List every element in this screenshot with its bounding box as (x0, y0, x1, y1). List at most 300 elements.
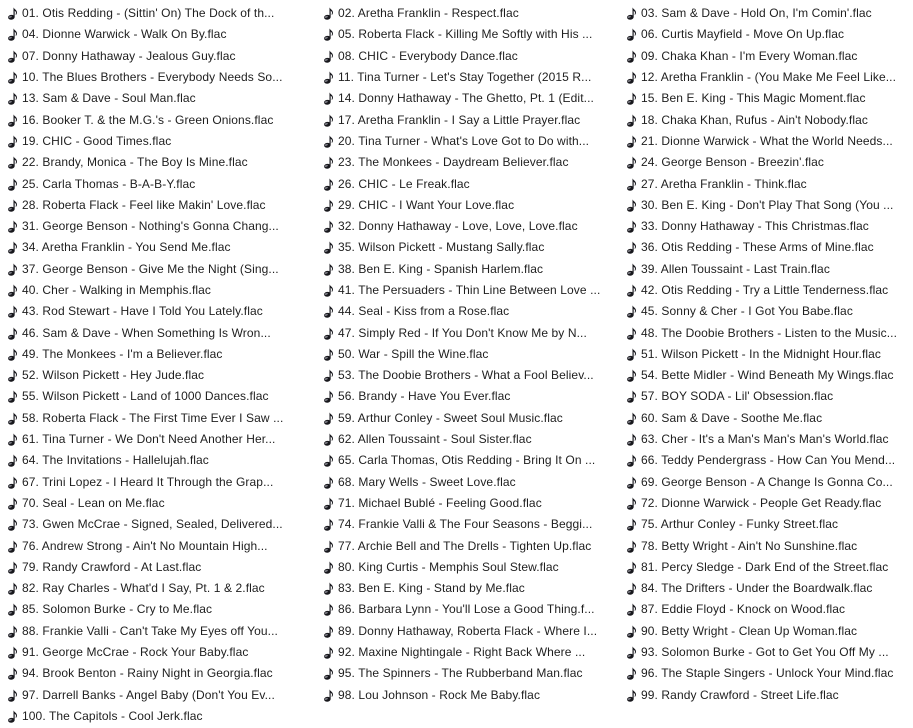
file-name: 83. Ben E. King - Stand by Me.flac (338, 581, 525, 596)
music-note-icon (4, 196, 20, 214)
music-note-icon (320, 260, 336, 278)
file-name: 36. Otis Redding - These Arms of Mine.flac (641, 240, 874, 255)
file-item[interactable] (320, 365, 623, 386)
music-note-icon (4, 260, 20, 278)
file-item[interactable] (4, 685, 320, 706)
file-item[interactable] (320, 578, 623, 599)
music-note-icon (4, 601, 20, 619)
file-name: 51. Wilson Pickett - In the Midnight Hour.flac (641, 346, 882, 361)
file-item[interactable] (4, 280, 320, 301)
file-name: 03. Sam & Dave - Hold On, I'm Comin'.flac (641, 6, 872, 21)
music-note-icon (4, 622, 20, 640)
file-item[interactable] (320, 408, 623, 429)
file-name: 24. George Benson - Breezin'.flac (641, 155, 825, 170)
file-item[interactable] (623, 408, 913, 429)
file-name: 74. Frankie Valli & The Four Seasons - Beggi... (338, 517, 593, 532)
file-item[interactable] (320, 322, 623, 343)
file-item[interactable] (623, 514, 913, 535)
file-name: 78. Betty Wright - Ain't No Sunshine.flac (641, 538, 858, 553)
music-note-icon (320, 622, 336, 640)
file-item[interactable] (4, 429, 320, 450)
file-item[interactable] (623, 322, 913, 343)
file-name: 76. Andrew Strong - Ain't No Mountain High... (22, 538, 268, 553)
file-item[interactable] (4, 67, 320, 88)
file-name: 40. Cher - Walking in Memphis.flac (22, 283, 212, 297)
file-name: 01. Otis Redding - (Sittin' On) The Dock of th... (22, 6, 275, 21)
music-note-icon (4, 69, 20, 87)
music-note-icon (623, 367, 639, 385)
file-name: 14. Donny Hathaway - The Ghetto, Pt. 1 (Edit... (338, 91, 594, 106)
file-item[interactable] (623, 344, 913, 365)
music-note-icon (623, 644, 639, 662)
file-item[interactable] (4, 365, 320, 386)
music-note-icon (320, 26, 336, 44)
music-note-icon (320, 303, 336, 321)
file-name: 18. Chaka Khan, Rufus - Ain't Nobody.flac (641, 112, 868, 127)
file-item[interactable] (4, 109, 320, 130)
music-note-icon (4, 26, 20, 44)
file-name: 91. George McCrae - Rock Your Baby.flac (22, 645, 249, 660)
file-name: 69. George Benson - A Change Is Gonna Co... (641, 474, 893, 489)
file-name: 11. Tina Turner - Let's Stay Together (2015 R... (338, 70, 592, 85)
file-name: 94. Brook Benton - Rainy Night in Georgia.flac (22, 666, 273, 681)
file-name: 47. Simply Red - If You Don't Know Me by N... (338, 325, 587, 340)
file-item[interactable] (4, 408, 320, 429)
file-name: 07. Donny Hathaway - Jealous Guy.flac (22, 48, 236, 63)
file-item[interactable] (320, 301, 623, 322)
music-note-icon (4, 431, 20, 449)
file-item[interactable] (4, 599, 320, 620)
file-name: 62. Allen Toussaint - Soul Sister.flac (338, 432, 532, 447)
file-name: 48. The Doobie Brothers - Listen to the Music... (641, 325, 898, 340)
file-item[interactable] (320, 621, 623, 642)
file-name: 29. CHIC - I Want Your Love.flac (338, 197, 515, 212)
music-note-icon (4, 5, 20, 23)
file-item[interactable] (320, 514, 623, 535)
file-item[interactable] (4, 237, 320, 258)
file-item[interactable] (320, 685, 623, 706)
music-note-icon (623, 196, 639, 214)
file-name: 72. Dionne Warwick - People Get Ready.flac (641, 495, 882, 510)
file-item[interactable] (4, 450, 320, 471)
music-note-icon (4, 580, 20, 598)
music-note-icon (623, 90, 639, 108)
file-name: 45. Sonny & Cher - I Got You Babe.flac (641, 304, 853, 319)
file-name: 68. Mary Wells - Sweet Love.flac (338, 474, 516, 489)
file-item[interactable] (623, 46, 913, 67)
music-note-icon (4, 90, 20, 108)
file-name: 25. Carla Thomas - B-A-B-Y.flac (22, 176, 196, 191)
music-note-icon (320, 409, 336, 427)
file-name: 26. CHIC - Le Freak.flac (338, 176, 470, 191)
file-item[interactable] (320, 259, 623, 280)
file-item[interactable] (4, 195, 320, 216)
file-item[interactable] (623, 237, 913, 258)
file-name: 35. Wilson Pickett - Mustang Sally.flac (338, 240, 545, 255)
music-note-icon (623, 516, 639, 534)
file-name: 70. Seal - Lean on Me.flac (22, 495, 165, 510)
file-item[interactable] (320, 493, 623, 514)
music-note-icon (623, 5, 639, 23)
file-item[interactable] (320, 472, 623, 493)
file-item[interactable] (4, 621, 320, 642)
music-note-icon (4, 473, 20, 491)
music-note-icon (623, 218, 639, 236)
file-name: 95. The Spinners - The Rubberband Man.flac (338, 666, 583, 681)
music-note-icon (320, 473, 336, 491)
file-name: 82. Ray Charles - What'd I Say, Pt. 1 & 2.flac (22, 581, 265, 596)
file-item[interactable] (320, 386, 623, 407)
file-item[interactable] (4, 216, 320, 237)
music-note-icon (623, 69, 639, 87)
music-note-icon (320, 644, 336, 662)
music-note-icon (4, 707, 20, 725)
file-item[interactable] (623, 3, 913, 24)
file-name: 06. Curtis Mayfield - Move On Up.flac (641, 27, 845, 42)
music-note-icon (623, 282, 639, 300)
music-note-icon (320, 516, 336, 534)
file-item[interactable] (320, 599, 623, 620)
file-item[interactable] (623, 557, 913, 578)
music-note-icon (320, 431, 336, 449)
music-note-icon (623, 665, 639, 683)
file-item[interactable] (4, 663, 320, 684)
music-note-icon (623, 260, 639, 278)
file-item[interactable] (623, 685, 913, 706)
file-item[interactable] (4, 706, 320, 727)
file-item[interactable] (4, 493, 320, 514)
file-name: 89. Donny Hathaway, Roberta Flack - Where I... (338, 623, 598, 638)
file-name: 98. Lou Johnson - Rock Me Baby.flac (338, 687, 541, 702)
file-name: 66. Teddy Pendergrass - How Can You Mend... (641, 453, 896, 468)
file-item[interactable] (623, 301, 913, 322)
file-name: 10. The Blues Brothers - Everybody Needs So... (22, 70, 283, 85)
music-note-icon (4, 218, 20, 236)
music-note-icon (4, 452, 20, 470)
file-item[interactable] (4, 535, 320, 556)
music-note-icon (623, 686, 639, 704)
file-name: 57. BOY SODA - Lil' Obsession.flac (641, 389, 834, 404)
file-item[interactable] (320, 152, 623, 173)
file-item[interactable] (320, 450, 623, 471)
file-name: 20. Tina Turner - What's Love Got to Do with... (338, 133, 590, 148)
music-note-icon (4, 409, 20, 427)
file-name: 54. Bette Midler - Wind Beneath My Wings.flac (641, 368, 894, 383)
file-name: 73. Gwen McCrae - Signed, Sealed, Delivered... (22, 517, 283, 532)
file-item[interactable] (320, 663, 623, 684)
file-name: 65. Carla Thomas, Otis Redding - Bring It On ... (338, 453, 596, 468)
file-name: 43. Rod Stewart - Have I Told You Lately.flac (22, 304, 263, 319)
music-note-icon (4, 345, 20, 363)
music-note-icon (320, 132, 336, 150)
file-item[interactable] (4, 24, 320, 45)
file-item[interactable] (623, 109, 913, 130)
file-item[interactable] (623, 280, 913, 301)
file-name: 27. Aretha Franklin - Think.flac (641, 176, 807, 191)
music-note-icon (623, 154, 639, 172)
file-name: 100. The Capitols - Cool Jerk.flac (22, 708, 203, 723)
music-note-icon (623, 409, 639, 427)
file-item[interactable] (4, 514, 320, 535)
file-item[interactable] (4, 259, 320, 280)
music-note-icon (320, 90, 336, 108)
file-name: 52. Wilson Pickett - Hey Jude.flac (22, 368, 205, 383)
file-name: 28. Roberta Flack - Feel like Makin' Love.flac (22, 197, 266, 212)
music-note-icon (320, 601, 336, 619)
file-item[interactable] (4, 578, 320, 599)
file-name: 97. Darrell Banks - Angel Baby (Don't You Ev... (22, 687, 275, 702)
file-item[interactable] (320, 109, 623, 130)
music-note-icon (623, 26, 639, 44)
file-name: 08. CHIC - Everybody Dance.flac (338, 48, 518, 63)
music-note-icon (623, 388, 639, 406)
music-note-icon (320, 5, 336, 23)
music-note-icon (320, 324, 336, 342)
music-note-icon (623, 494, 639, 512)
file-name: 22. Brandy, Monica - The Boy Is Mine.flac (22, 155, 248, 170)
file-name: 31. George Benson - Nothing's Gonna Chang... (22, 219, 279, 234)
file-item[interactable] (4, 642, 320, 663)
file-item[interactable] (4, 301, 320, 322)
music-note-icon (4, 132, 20, 150)
file-item[interactable] (320, 642, 623, 663)
music-note-icon (320, 558, 336, 576)
file-item[interactable] (320, 280, 623, 301)
file-name: 60. Sam & Dave - Soothe Me.flac (641, 410, 823, 425)
music-note-icon (4, 367, 20, 385)
file-item[interactable] (320, 3, 623, 24)
file-name: 92. Maxine Nightingale - Right Back Where ... (338, 645, 586, 660)
file-item[interactable] (623, 88, 913, 109)
file-item[interactable] (623, 621, 913, 642)
music-note-icon (623, 175, 639, 193)
file-item[interactable] (320, 67, 623, 88)
file-name: 16. Booker T. & the M.G.'s - Green Onions.flac (22, 112, 274, 127)
file-item[interactable] (623, 386, 913, 407)
music-note-icon (4, 239, 20, 257)
music-note-icon (4, 324, 20, 342)
file-name: 09. Chaka Khan - I'm Every Woman.flac (641, 48, 858, 63)
file-name: 44. Seal - Kiss from a Rose.flac (338, 304, 510, 319)
music-note-icon (623, 452, 639, 470)
file-item[interactable] (320, 237, 623, 258)
file-item[interactable] (320, 88, 623, 109)
file-item[interactable] (623, 472, 913, 493)
file-name: 77. Archie Bell and The Drells - Tighten Up.flac (338, 538, 592, 553)
file-item[interactable] (623, 216, 913, 237)
music-note-icon (320, 345, 336, 363)
file-item[interactable] (623, 195, 913, 216)
file-name: 90. Betty Wright - Clean Up Woman.flac (641, 623, 858, 638)
file-item[interactable] (623, 259, 913, 280)
file-item[interactable] (320, 195, 623, 216)
file-name: 63. Cher - It's a Man's Man's Man's World.flac (641, 432, 889, 447)
file-name: 71. Michael Bublé - Feeling Good.flac (338, 495, 542, 510)
file-name: 79. Randy Crawford - At Last.flac (22, 559, 202, 574)
music-note-icon (4, 665, 20, 683)
file-item[interactable] (623, 152, 913, 173)
file-name: 21. Dionne Warwick - What the World Needs... (641, 133, 893, 148)
music-note-icon (320, 367, 336, 385)
file-name: 75. Arthur Conley - Funky Street.flac (641, 517, 839, 532)
music-note-icon (320, 69, 336, 87)
file-name: 37. George Benson - Give Me the Night (Sing... (22, 261, 279, 276)
music-note-icon (320, 452, 336, 470)
file-name: 99. Randy Crawford - Street Life.flac (641, 687, 839, 702)
music-note-icon (4, 388, 20, 406)
music-note-icon (4, 303, 20, 321)
file-item[interactable] (4, 173, 320, 194)
music-note-icon (623, 239, 639, 257)
music-note-icon (623, 431, 639, 449)
music-note-icon (320, 175, 336, 193)
file-name: 85. Solomon Burke - Cry to Me.flac (22, 602, 213, 617)
music-note-icon (4, 516, 20, 534)
file-name: 02. Aretha Franklin - Respect.flac (338, 6, 519, 21)
file-name: 84. The Drifters - Under the Boardwalk.flac (641, 581, 873, 596)
file-name: 56. Brandy - Have You Ever.flac (338, 389, 511, 404)
file-item[interactable] (4, 88, 320, 109)
file-name: 38. Ben E. King - Spanish Harlem.flac (338, 261, 544, 276)
file-name: 39. Allen Toussaint - Last Train.flac (641, 261, 830, 276)
file-name: 58. Roberta Flack - The First Time Ever I Saw ... (22, 410, 284, 425)
file-item[interactable] (623, 535, 913, 556)
file-name: 30. Ben E. King - Don't Play That Song (You ... (641, 197, 894, 212)
file-name: 33. Donny Hathaway - This Christmas.flac (641, 219, 869, 234)
file-item[interactable] (320, 131, 623, 152)
file-name: 41. The Persuaders - Thin Line Between Love ... (338, 283, 601, 297)
music-note-icon (4, 175, 20, 193)
file-item[interactable] (4, 557, 320, 578)
music-note-icon (320, 47, 336, 65)
music-note-icon (623, 345, 639, 363)
file-item[interactable] (320, 46, 623, 67)
file-item[interactable] (623, 173, 913, 194)
music-note-icon (320, 154, 336, 172)
file-name: 17. Aretha Franklin - I Say a Little Prayer.flac (338, 112, 581, 127)
music-note-icon (623, 580, 639, 598)
music-note-icon (4, 686, 20, 704)
music-note-icon (4, 282, 20, 300)
music-note-icon (623, 47, 639, 65)
music-note-icon (320, 537, 336, 555)
file-name: 81. Percy Sledge - Dark End of the Street.flac (641, 559, 889, 574)
music-note-icon (623, 303, 639, 321)
music-note-icon (623, 132, 639, 150)
music-note-icon (320, 665, 336, 683)
file-item[interactable] (320, 24, 623, 45)
music-note-icon (623, 558, 639, 576)
file-name: 88. Frankie Valli - Can't Take My Eyes off You... (22, 623, 278, 638)
file-item[interactable] (623, 493, 913, 514)
music-note-icon (320, 388, 336, 406)
file-item[interactable] (320, 429, 623, 450)
music-note-icon (320, 580, 336, 598)
file-name: 67. Trini Lopez - I Heard It Through the Grap... (22, 474, 274, 489)
file-item[interactable] (623, 429, 913, 450)
music-note-icon (4, 154, 20, 172)
file-name: 86. Barbara Lynn - You'll Lose a Good Thing.f... (338, 602, 595, 617)
file-name: 61. Tina Turner - We Don't Need Another Her... (22, 432, 276, 447)
file-name: 13. Sam & Dave - Soul Man.flac (22, 91, 196, 106)
file-item[interactable] (320, 173, 623, 194)
file-item[interactable] (320, 216, 623, 237)
music-note-icon (320, 196, 336, 214)
file-item[interactable] (320, 535, 623, 556)
file-name: 93. Solomon Burke - Got to Get You Off My ... (641, 645, 889, 660)
file-item[interactable] (4, 344, 320, 365)
file-item[interactable] (4, 131, 320, 152)
file-item[interactable] (4, 386, 320, 407)
music-note-icon (623, 111, 639, 129)
file-name: 34. Aretha Franklin - You Send Me.flac (22, 240, 231, 255)
music-note-icon (623, 473, 639, 491)
file-name: 04. Dionne Warwick - Walk On By.flac (22, 27, 227, 42)
file-item[interactable] (623, 365, 913, 386)
file-name: 05. Roberta Flack - Killing Me Softly with His ... (338, 27, 593, 42)
file-name: 50. War - Spill the Wine.flac (338, 346, 489, 361)
music-note-icon (4, 537, 20, 555)
file-item[interactable] (623, 663, 913, 684)
music-note-icon (623, 622, 639, 640)
file-name: 12. Aretha Franklin - (You Make Me Feel Like... (641, 70, 897, 85)
file-item[interactable] (623, 599, 913, 620)
music-note-icon (320, 282, 336, 300)
file-name: 64. The Invitations - Hallelujah.flac (22, 453, 209, 468)
file-item[interactable] (623, 578, 913, 599)
file-name: 46. Sam & Dave - When Something Is Wron... (22, 325, 271, 340)
file-name: 15. Ben E. King - This Magic Moment.flac (641, 91, 866, 106)
file-name: 59. Arthur Conley - Sweet Soul Music.flac (338, 410, 563, 425)
music-note-icon (320, 686, 336, 704)
file-name: 32. Donny Hathaway - Love, Love, Love.flac (338, 219, 578, 234)
music-note-icon (4, 47, 20, 65)
music-note-icon (4, 644, 20, 662)
file-name: 80. King Curtis - Memphis Soul Stew.flac (338, 559, 559, 574)
file-name: 23. The Monkees - Daydream Believer.flac (338, 155, 569, 170)
music-note-icon (320, 494, 336, 512)
file-item[interactable] (320, 557, 623, 578)
music-note-icon (320, 218, 336, 236)
file-item[interactable] (623, 24, 913, 45)
music-note-icon (623, 601, 639, 619)
music-note-icon (623, 537, 639, 555)
music-note-icon (623, 324, 639, 342)
file-item[interactable] (623, 131, 913, 152)
file-name: 49. The Monkees - I'm a Believer.flac (22, 346, 223, 361)
music-note-icon (4, 558, 20, 576)
file-item[interactable] (623, 450, 913, 471)
file-name: 55. Wilson Pickett - Land of 1000 Dances.flac (22, 389, 269, 404)
file-item[interactable] (4, 322, 320, 343)
file-item[interactable] (4, 152, 320, 173)
music-note-icon (4, 111, 20, 129)
file-item[interactable] (4, 46, 320, 67)
file-item[interactable] (4, 3, 320, 24)
file-name: 96. The Staple Singers - Unlock Your Mind.flac (641, 666, 894, 681)
file-item[interactable] (320, 344, 623, 365)
file-item[interactable] (4, 472, 320, 493)
file-item[interactable] (623, 642, 913, 663)
file-name: 42. Otis Redding - Try a Little Tenderness.flac (641, 283, 889, 297)
file-name: 87. Eddie Floyd - Knock on Wood.flac (641, 602, 846, 617)
music-note-icon (320, 111, 336, 129)
file-item[interactable] (623, 67, 913, 88)
music-note-icon (4, 494, 20, 512)
file-name: 19. CHIC - Good Times.flac (22, 133, 172, 148)
music-note-icon (320, 239, 336, 257)
file-name: 53. The Doobie Brothers - What a Fool Believ... (338, 368, 594, 383)
